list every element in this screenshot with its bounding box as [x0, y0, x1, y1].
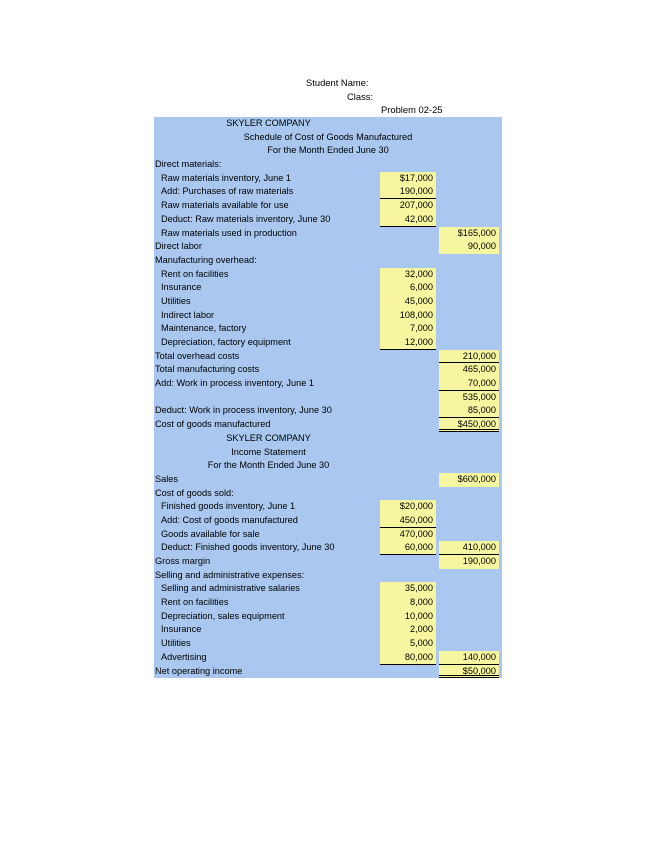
goods-available-row: [154, 528, 502, 542]
sales-label: Sales: [155, 473, 178, 484]
direct-labor-row: [154, 240, 502, 254]
sga-total-value: 140,000: [439, 651, 499, 665]
sga-row: [154, 637, 502, 651]
income-company-text: SKYLER COMPANY: [226, 432, 311, 443]
cogm-title: [154, 131, 502, 145]
sga-item-label: Advertising: [161, 651, 207, 662]
net-income-row: [154, 665, 502, 679]
wip-end-label: Deduct: Work in process inventory, June 30: [155, 405, 332, 416]
wip-begin-value: 70,000: [439, 377, 499, 391]
income-title: [154, 446, 502, 460]
overhead-item-value: 45,000: [380, 295, 436, 309]
sga-item-value: 80,000: [380, 651, 436, 665]
cogm-row: [154, 418, 502, 432]
fg-end-label: Deduct: Finished goods inventory, June 30: [161, 542, 335, 553]
wip-end-value: 85,000: [439, 404, 499, 418]
income-period: [154, 459, 502, 473]
overhead-item-label: Maintenance, factory: [161, 323, 247, 334]
sga-row: [154, 651, 502, 665]
overhead-row: [154, 295, 502, 309]
raw-inventory-label: Raw materials inventory, June 1: [161, 172, 292, 183]
total-mfg-row: [154, 363, 502, 377]
net-income-label: Net operating income: [155, 665, 243, 676]
direct-materials-heading-text: Direct materials:: [155, 159, 222, 170]
sales-row: [154, 473, 502, 487]
income-period-text: For the Month Ended June 30: [207, 460, 330, 471]
overhead-item-label: Utilities: [161, 295, 191, 306]
total-overhead-value: 210,000: [439, 350, 499, 364]
deduct-raw-row: [154, 213, 502, 227]
direct-labor-value: 90,000: [439, 240, 499, 254]
sga-row: [154, 596, 502, 610]
sga-item-value: 2,000: [380, 623, 436, 637]
purchases-value: 190,000: [380, 185, 436, 199]
cogs-heading-text: Cost of goods sold:: [155, 487, 234, 498]
sga-heading: [154, 569, 502, 583]
overhead-item-label: Insurance: [161, 282, 202, 293]
problem-label: Problem 02-25: [381, 104, 443, 115]
raw-inventory-row: [154, 172, 502, 186]
cogs-value: 410,000: [439, 541, 499, 555]
direct-labor-label: Direct labor: [155, 241, 202, 252]
sga-item-value: 8,000: [380, 596, 436, 610]
overhead-row: [154, 281, 502, 295]
sga-item-label: Rent on facilities: [161, 597, 229, 608]
cogm-period: [154, 144, 502, 158]
total-overhead-label: Total overhead costs: [155, 350, 240, 361]
deduct-raw-value: 42,000: [380, 213, 436, 227]
total-mfg-label: Total manufacturing costs: [155, 364, 260, 375]
wip-end-row: [154, 404, 502, 418]
goods-available-label: Goods available for sale: [161, 528, 260, 539]
overhead-item-value: 108,000: [380, 309, 436, 323]
sga-item-value: 5,000: [380, 637, 436, 651]
gross-margin-value: 190,000: [439, 555, 499, 569]
net-income-value: $50,000: [439, 665, 499, 679]
overhead-heading: [154, 254, 502, 268]
overhead-item-label: Rent on facilities: [161, 268, 229, 279]
student-name-label: Student Name:: [306, 77, 369, 88]
purchases-label: Add: Purchases of raw materials: [161, 186, 294, 197]
cogm-label: Cost of goods manufactured: [155, 419, 271, 430]
sga-heading-text: Selling and administrative expenses:: [155, 569, 305, 580]
direct-materials-heading: [154, 158, 502, 172]
purchases-row: [154, 185, 502, 199]
overhead-item-value: 12,000: [380, 336, 436, 350]
subtotal-row: [154, 391, 502, 405]
income-title-text: Income Statement: [231, 446, 306, 457]
total-mfg-value: 465,000: [439, 363, 499, 377]
cogs-heading: [154, 487, 502, 501]
cogm-value: $450,000: [439, 418, 499, 432]
sga-row: [154, 582, 502, 596]
overhead-row: [154, 336, 502, 350]
raw-inventory-value: $17,000: [380, 172, 436, 186]
deduct-raw-label: Deduct: Raw materials inventory, June 30: [161, 213, 331, 224]
sga-row: [154, 623, 502, 637]
sga-item-label: Selling and administrative salaries: [161, 583, 300, 594]
available-value: 207,000: [380, 199, 436, 213]
cogm-title-text: Schedule of Cost of Goods Manufactured: [243, 131, 413, 142]
subtotal-value: 535,000: [439, 391, 499, 405]
overhead-item-value: 6,000: [380, 281, 436, 295]
class-label: Class:: [347, 91, 374, 102]
fg-end-value: 60,000: [380, 541, 436, 555]
overhead-row: [154, 322, 502, 336]
sga-row: [154, 610, 502, 624]
goods-available-value: 470,000: [380, 528, 436, 542]
available-label: Raw materials available for use: [161, 200, 289, 211]
overhead-row: [154, 268, 502, 282]
sga-item-label: Depreciation, sales equipment: [161, 610, 285, 621]
sales-value: $600,000: [439, 473, 499, 487]
fg-begin-value: $20,000: [380, 500, 436, 514]
used-label: Raw materials used in production: [161, 227, 297, 238]
gross-margin-row: [154, 555, 502, 569]
add-cogm-row: [154, 514, 502, 528]
overhead-item-label: Indirect labor: [161, 309, 215, 320]
income-company: [154, 432, 502, 446]
fg-begin-row: [154, 500, 502, 514]
overhead-item-label: Depreciation, factory equipment: [161, 337, 291, 347]
available-row: [154, 199, 502, 213]
fg-end-row: [154, 541, 502, 555]
add-cogm-label: Add: Cost of goods manufactured: [161, 514, 298, 525]
used-value: $165,000: [439, 227, 499, 241]
overhead-item-value: 7,000: [380, 322, 436, 336]
fg-begin-label: Finished goods inventory, June 1: [161, 501, 296, 512]
sga-item-label: Insurance: [161, 624, 202, 635]
overhead-row: [154, 309, 502, 323]
sga-item-value: 35,000: [380, 582, 436, 596]
gross-margin-label: Gross margin: [155, 556, 211, 566]
cogm-company: [154, 117, 502, 131]
worksheet: [154, 117, 502, 678]
sga-item-value: 10,000: [380, 610, 436, 624]
overhead-heading-text: Manufacturing overhead:: [155, 254, 257, 265]
overhead-item-value: 32,000: [380, 268, 436, 282]
wip-begin-label: Add: Work in process inventory, June 1: [155, 378, 314, 389]
add-cogm-value: 450,000: [380, 514, 436, 528]
cogm-company-text: SKYLER COMPANY: [226, 118, 311, 128]
sga-item-label: Utilities: [161, 638, 191, 649]
total-overhead-row: [154, 350, 502, 364]
cogm-period-text: For the Month Ended June 30: [267, 145, 389, 156]
wip-begin-row: [154, 377, 502, 391]
used-row: [154, 227, 502, 241]
